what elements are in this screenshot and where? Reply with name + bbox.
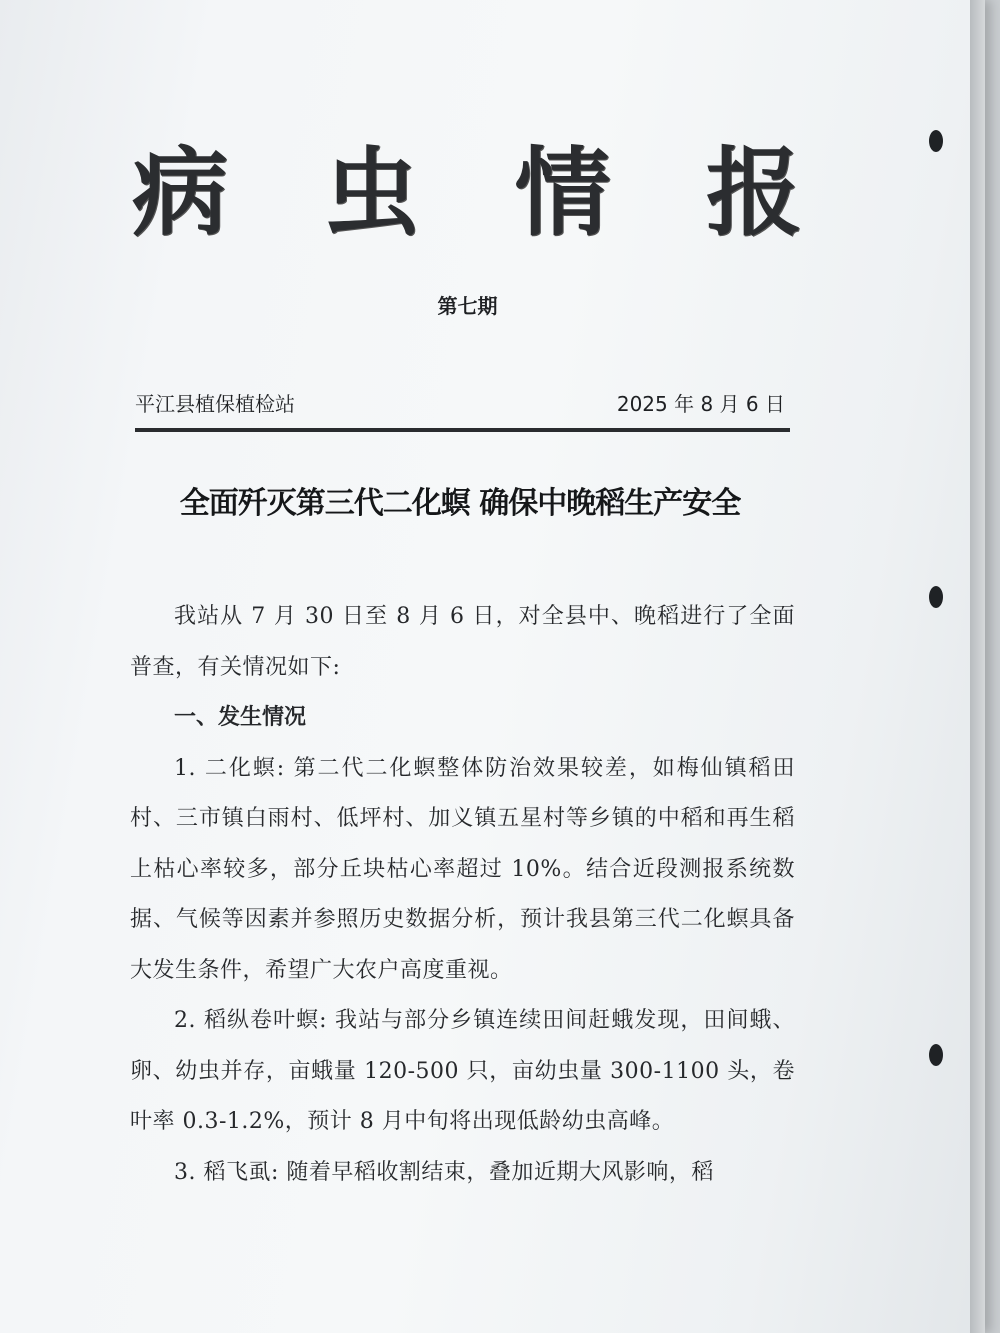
paper-edge-shadow [970, 0, 985, 1333]
punch-hole-mark [929, 130, 943, 152]
punch-hole-mark [929, 586, 943, 608]
body-paragraph: 1. 二化螟: 第二代二化螟整体防治效果较差，如梅仙镇稻田村、三市镇白雨村、低坪村、加义镇五星村等乡镇的中稻和再生稻上枯心率较多，部分丘块枯心率超过 10%。结合近段测报系统数据、气候等因素并参照历史数据分析，预计我县第三代二化螟具备大发生条件，希望广大农户高度重视。 [130, 755, 795, 983]
section-heading: 一、发生情况 [174, 705, 307, 730]
organization-name: 平江县植保植检站 [135, 392, 295, 416]
masthead-char: 情 [514, 137, 611, 249]
issue-number: 第七期 [437, 294, 498, 318]
issue-date: 2025 年 8 月 6 日 [616, 392, 785, 416]
header-divider [135, 428, 790, 432]
body-paragraph: 3. 稻飞虱: 随着早稻收割结束，叠加近期大风影响，稻 [174, 1159, 714, 1185]
body-paragraph: 2. 稻纵卷叶螟: 我站与部分乡镇连续田间赶蛾发现，田间蛾、卵、幼虫并存，亩蛾量 120-500 只，亩幼虫量 300-1100 头，卷叶率 0.3-1.2%，预计 8 月中旬将出现低龄幼虫高峰。 [130, 1008, 795, 1134]
masthead-char: 病 [132, 137, 228, 249]
masthead-title [132, 138, 802, 248]
intro-paragraph: 我站从 7 月 30 日至 8 月 6 日，对全县中、晚稻进行了全面普查，有关情况如下: [130, 604, 795, 680]
publisher-line [135, 388, 785, 417]
masthead-char: 报 [705, 137, 802, 249]
article-body [130, 592, 795, 1198]
masthead-char: 虫 [323, 137, 420, 249]
article-headline: 全面歼灭第三代二化螟 确保中晚稻生产安全 [179, 486, 741, 521]
punch-hole-mark [929, 1044, 943, 1066]
